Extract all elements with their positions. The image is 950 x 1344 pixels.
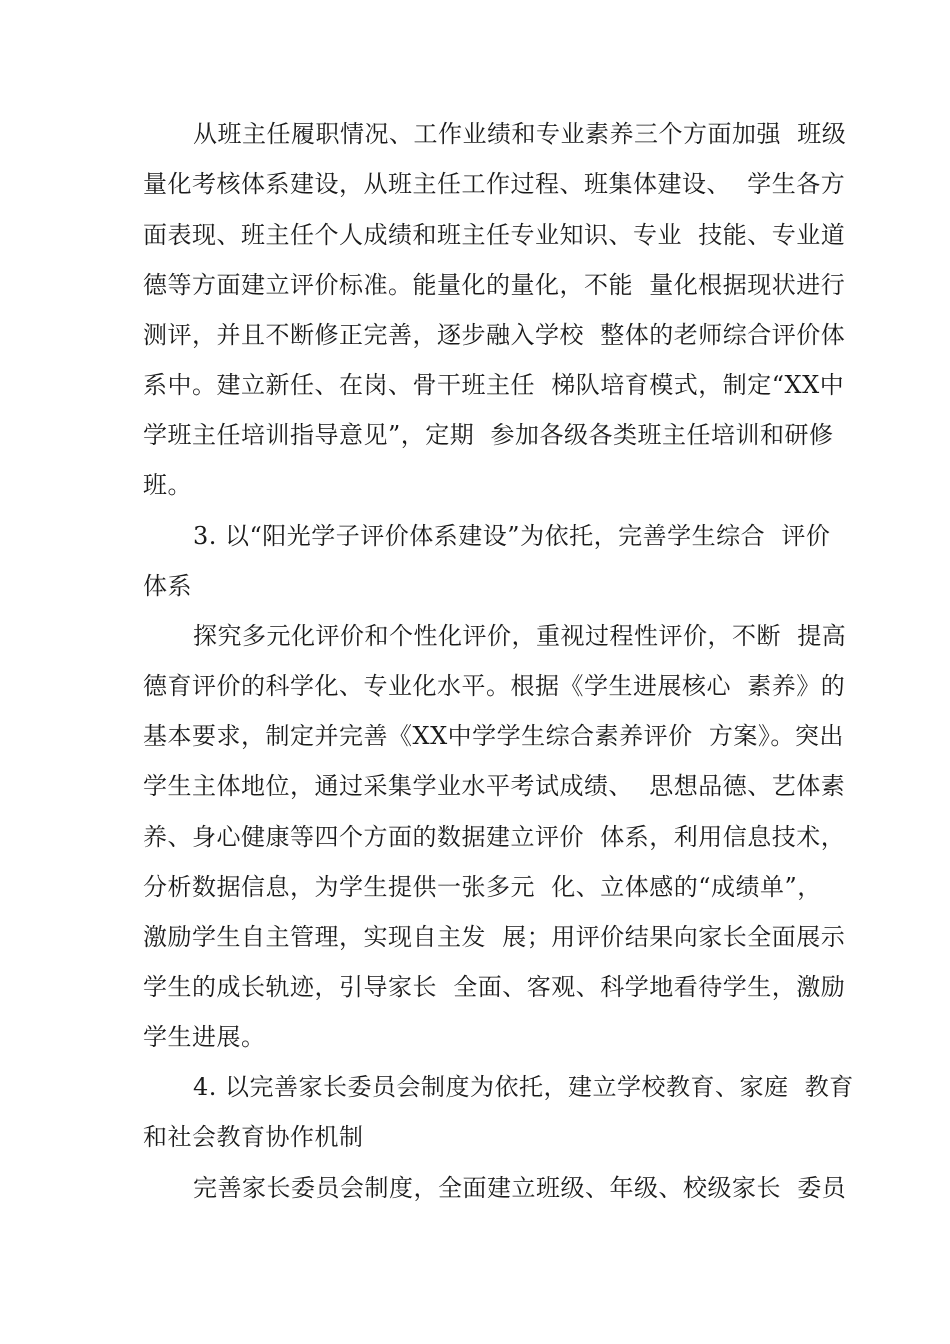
text-line: 德等方面建立评价标准。能量化的量化，不能 量化根据现状进行	[143, 271, 846, 299]
text-line: 德育评价的科学化、专业化水平。根据《学生进展核心 素养》的	[143, 672, 846, 700]
text-line: 基本要求，制定并完善《XX中学学生综合素养评价 方案》。突出	[143, 722, 844, 750]
text-line: 班。	[143, 471, 192, 499]
text-line: 激励学生自主管理，实现自主发 展；用评价结果向家长全面展示	[143, 923, 846, 951]
text-line: 养、身心健康等四个方面的数据建立评价 体系，利用信息技术，	[143, 823, 846, 851]
text-line: 学班主任培训指导意见”，定期 参加各级各类班主任培训和研修	[143, 421, 834, 449]
text-line: 面表现、班主任个人成绩和班主任专业知识、专业 技能、专业道	[143, 221, 846, 249]
text-line: 系中。建立新任、在岗、骨干班主任 梯队培育模式，制定“XX中	[143, 371, 845, 399]
text-line: 量化考核体系建设，从班主任工作过程、班集体建设、 学生各方	[143, 170, 846, 198]
text-line: 从班主任履职情况、工作业绩和专业素养三个方面加强 班级	[193, 120, 847, 148]
heading-line: 和社会教育协作机制	[143, 1123, 364, 1151]
text-line: 探究多元化评价和个性化评价，重视过程性评价，不断 提高	[193, 622, 847, 650]
heading-line: 体系	[143, 572, 192, 600]
text-line: 完善家长委员会制度，全面建立班级、年级、校级家长 委员	[193, 1174, 847, 1202]
text-line: 学生的成长轨迹，引导家长 全面、客观、科学地看待学生，激励	[143, 973, 846, 1001]
heading-line: 3. 以“阳光学子评价体系建设”为依托，完善学生综合 评价	[193, 522, 831, 550]
text-line: 学生进展。	[143, 1023, 266, 1051]
text-line: 测评，并且不断修正完善，逐步融入学校 整体的老师综合评价体	[143, 321, 846, 349]
text-line: 分析数据信息，为学生提供一张多元 化、立体感的“成绩单”，	[143, 873, 822, 901]
text-line: 学生主体地位，通过采集学业水平考试成绩、 思想品德、艺体素	[143, 772, 846, 800]
heading-line: 4. 以完善家长委员会制度为依托，建立学校教育、家庭 教育	[193, 1073, 854, 1101]
